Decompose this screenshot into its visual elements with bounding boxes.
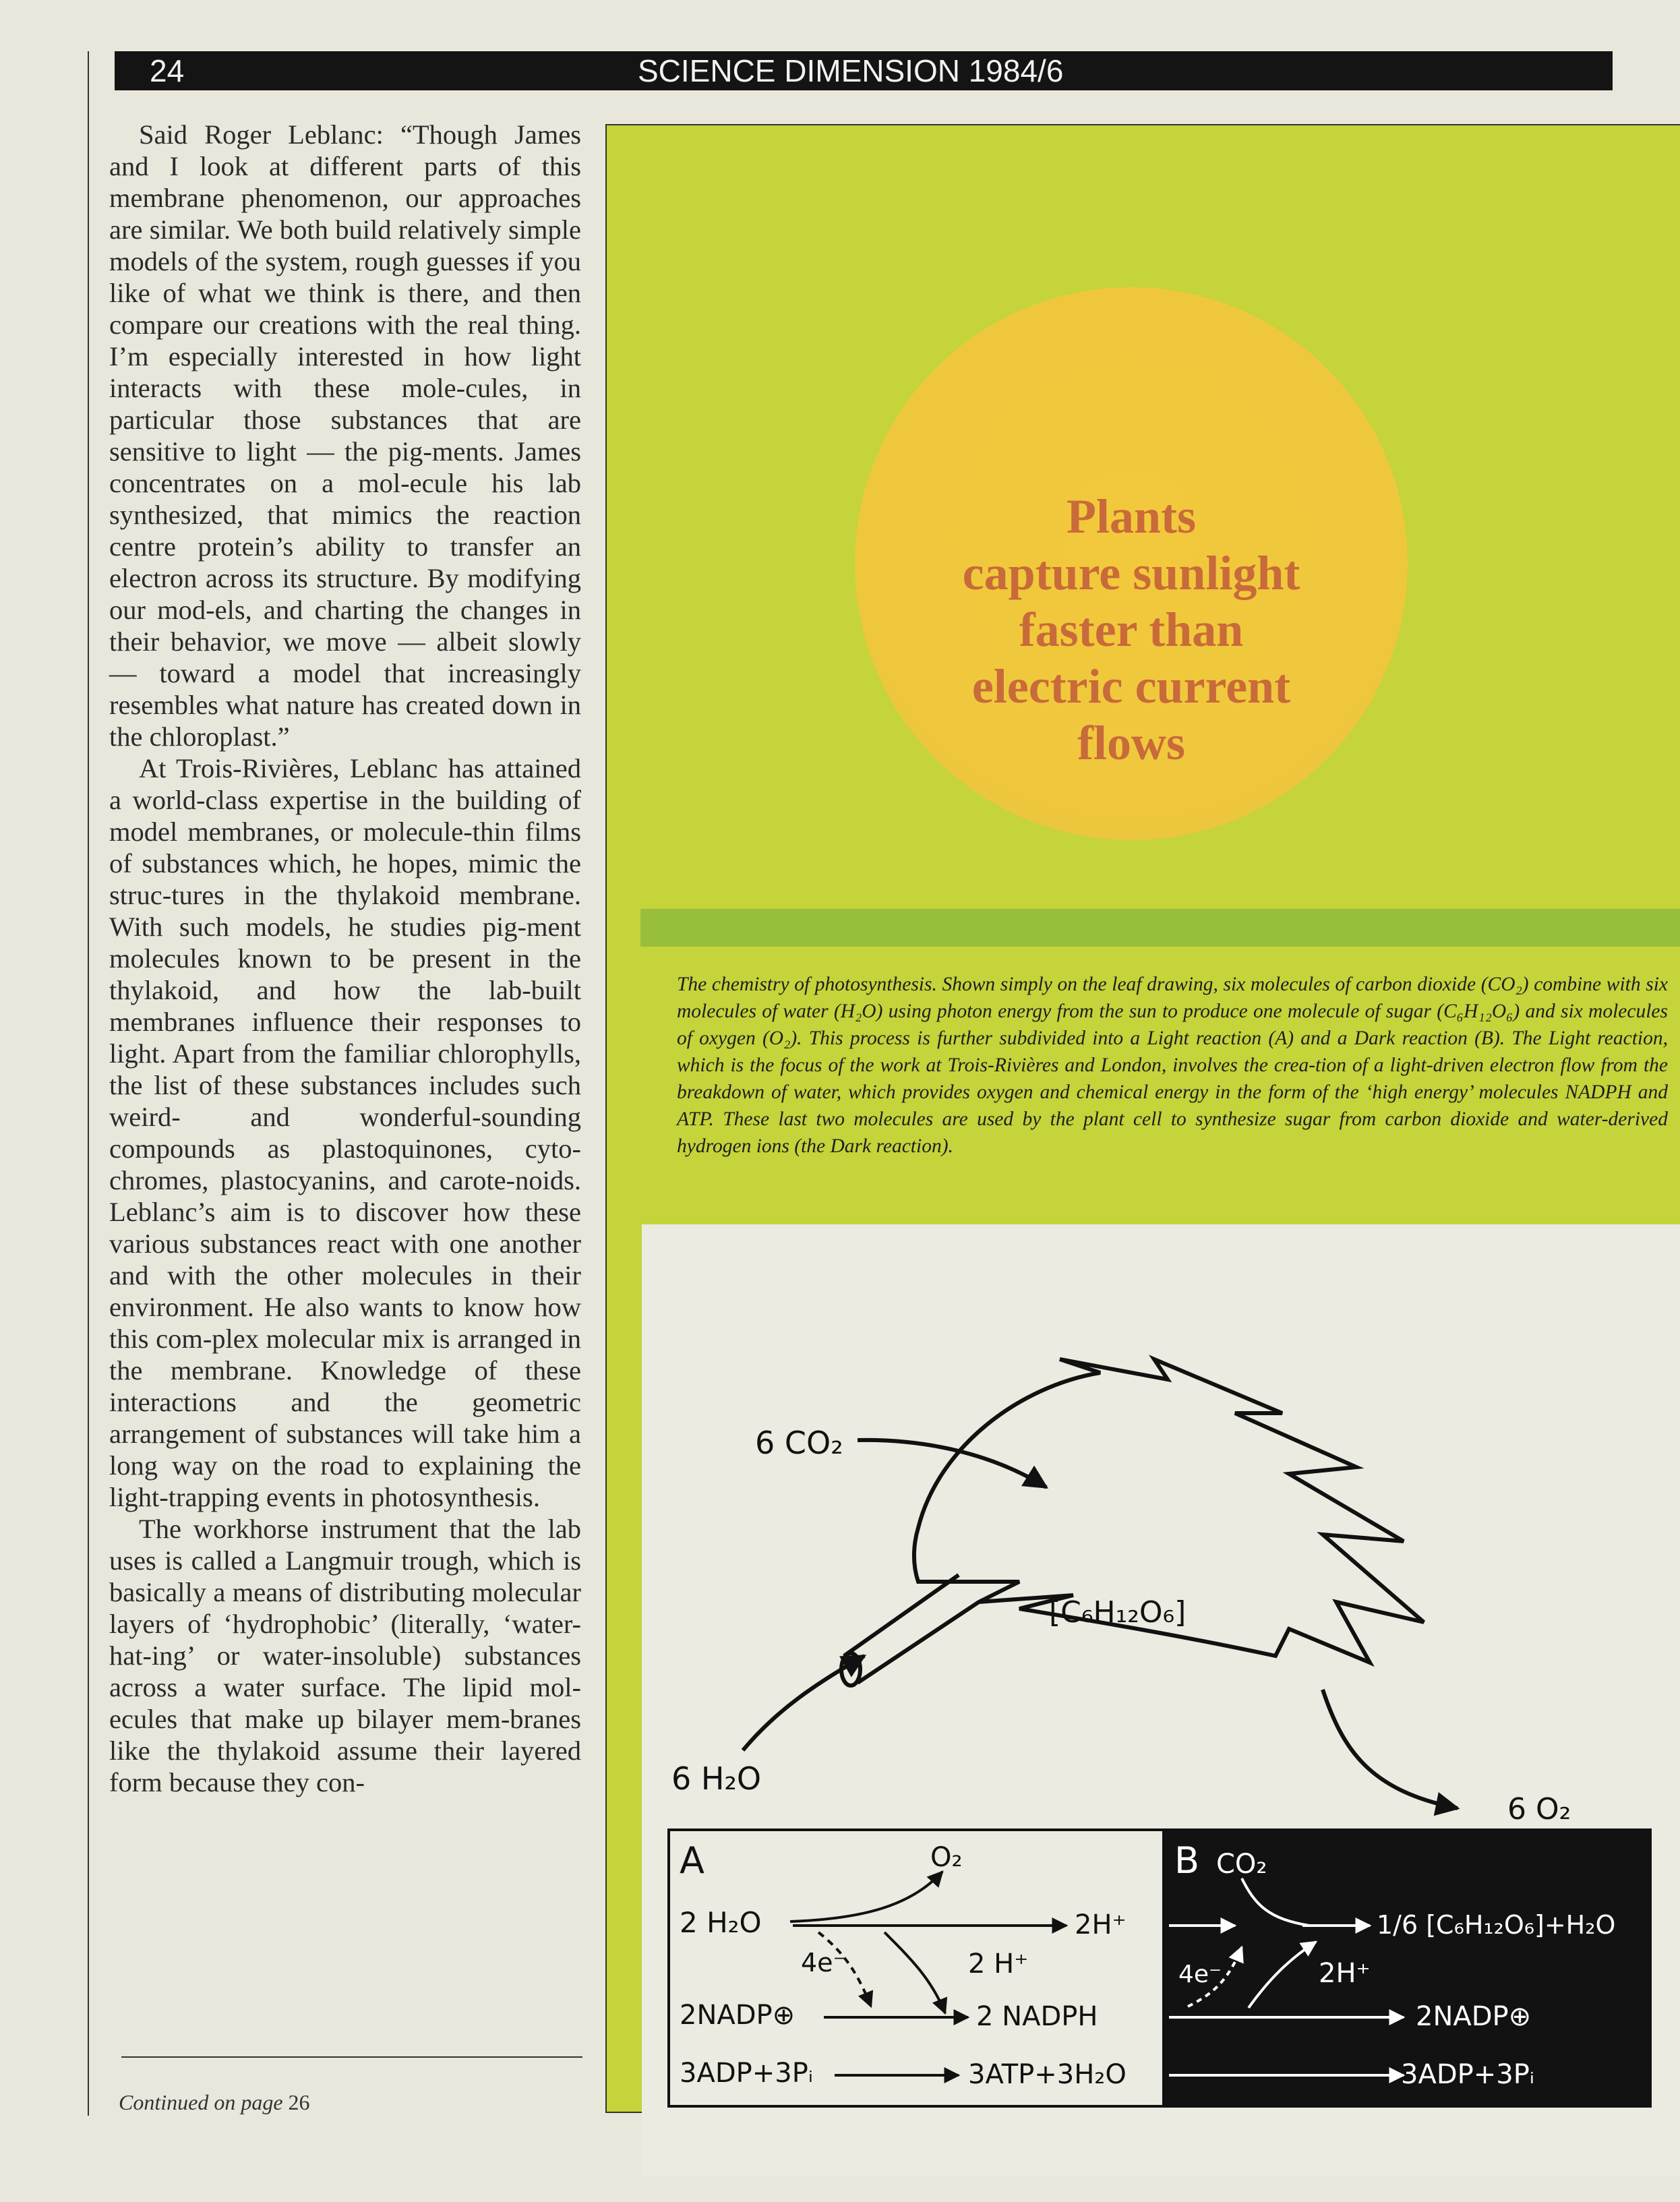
panel-b-sugar: 1/6 [C₆H₁₂O₆]+H₂O: [1377, 1910, 1616, 1940]
article-paragraph: At Trois-Rivières, Leblanc has attained a world-class expertise in the building of model membranes, or molecule-thin films of substances which, he hopes, mimic the struc-tures in the thylakoid membrane. With such models, he studies pig-ment molecules known to be present in the thylakoid, and how the lab-built membranes influence their responses to light. Apart from the familiar chlorophylls, the list of these substances includes such weird- and wonderful-sounding compounds as plastoquinones, cyto-chromes, plastocyanins, and carote-noids. Leblanc’s aim is to discover how these various substances react with one another and with the other molecules in their environment. He also wants to know how this com-plex molecular mix is arranged in the membrane. Knowledge of these interactions and the geometric arrangement of substances will take him a long way on the road to explaining the light-trapping events in photosynthesis.: [109, 753, 581, 1512]
panel-a-h-plus-2: 2 H⁺: [968, 1948, 1029, 1980]
leaf-co2-label: 6 CO₂: [755, 1425, 843, 1461]
column-rule: [88, 51, 89, 2116]
panel-b-adp: 3ADP+3Pᵢ: [1401, 2059, 1534, 2090]
panel-b-label: B: [1174, 1839, 1200, 1882]
leaf-h2o-label: 6 H₂O: [671, 1760, 762, 1797]
co2-arrow: [858, 1440, 1046, 1487]
o2-arrow: [1323, 1690, 1458, 1808]
sidebar-panel: [605, 124, 1680, 2113]
figure-caption: The chemistry of photosynthesis. Shown simply on the leaf drawing, six molecules of carbon dioxide (CO₂) combine with six molecules of water (H₂O) using photon energy from the sun to produce one molecule of sugar (C₆H₁₂O₆) and six molecules of oxygen (O₂). This process is further subdivided into a Light reaction (A) and a Dark reaction (B). The Light reaction, which is the focus of the work at Trois-Rivières and London, involves the crea-tion of a light-driven electron flow from the breakdown of water, which provides oxygen and chemical energy in the form of the ‘high energy’ molecules NADPH and ATP. These last two molecules are used by the plant cell to synthesize sugar from carbon dioxide and water-derived hydrogen ions (the Dark reaction).: [677, 974, 1668, 1157]
panel-b-electrons: 4e⁻: [1178, 1961, 1222, 1988]
diagram-svg: [642, 1224, 1680, 2176]
panel-a-electrons: 4e⁻: [801, 1948, 847, 1977]
panel-a-h2o: 2 H₂O: [680, 1906, 762, 1939]
panel-b-co2: CO₂: [1216, 1849, 1267, 1880]
title-line: faster than: [1019, 603, 1244, 657]
title-line: electric current: [971, 659, 1291, 713]
continued-text: Continued on page: [119, 2090, 283, 2114]
photosynthesis-diagram: [642, 1224, 1680, 2176]
panel-b-nadp: 2NADP⊕: [1416, 2001, 1532, 2032]
article-column: [109, 119, 581, 1798]
continued-page: 26: [288, 2090, 310, 2114]
title-line: capture sunlight: [962, 546, 1300, 600]
panel-b-h-plus: 2H⁺: [1319, 1958, 1371, 1989]
panel-a-label: A: [680, 1839, 704, 1882]
panel-a-nadph: 2 NADPH: [976, 2001, 1098, 2032]
leaf-sugar-label: [C₆H₁₂O₆]: [1049, 1595, 1187, 1630]
sidebar-title: [855, 488, 1408, 771]
sun-disc: [855, 287, 1408, 840]
publication-title: SCIENCE DIMENSION 1984/6: [638, 53, 1064, 88]
title-line: flows: [1077, 716, 1185, 770]
panel-a-adp: 3ADP+3Pᵢ: [680, 2058, 813, 2089]
page-header-bar: [115, 51, 1613, 90]
panel-a-atp: 3ATP+3H₂O: [968, 2059, 1127, 2090]
page-number: 24: [150, 53, 185, 88]
leaf-o2-label: 6 O₂: [1507, 1792, 1571, 1826]
green-band: [640, 909, 1680, 947]
panel-a-o2: O₂: [930, 1842, 963, 1873]
article-paragraph: The workhorse instrument that the lab uses is called a Langmuir trough, which is basically a means of distributing molecular layers of ‘hydrophobic’ (literally, ‘water-hat-ing’ or water-insoluble) substances across a water surface. The lipid mol-ecules that make up bilayer mem-branes like the thylakoid assume their layered form because they con-: [109, 1514, 581, 1797]
panel-a-h-plus: 2H⁺: [1075, 1909, 1127, 1940]
panel-a-nadp: 2NADP⊕: [680, 2000, 796, 2031]
leaf-stem: [844, 1575, 979, 1683]
article-paragraph: Said Roger Leblanc: “Though James and I look at different parts of this membrane phenomenon, our approaches are similar. We both build relatively simple models of the system, rough guesses if you like of what we think is there, and then compare our creations with the real thing. I’m especially interested in how light interacts with these mole-cules, in particular those substances that are sensitive to light — the pig-ments. James concentrates on a mol-ecule his lab synthesized, that mimics the reaction centre protein’s ability to transfer an electron across its structure. By modifying our mod-els, and charting the changes in their behavior, we move — albeit slowly — toward a model that increasingly resembles what nature has created down in the chloroplast.”: [109, 119, 581, 752]
column-end-rule: [121, 2056, 582, 2058]
continued-note: [119, 2090, 310, 2115]
title-line: Plants: [1066, 489, 1197, 543]
